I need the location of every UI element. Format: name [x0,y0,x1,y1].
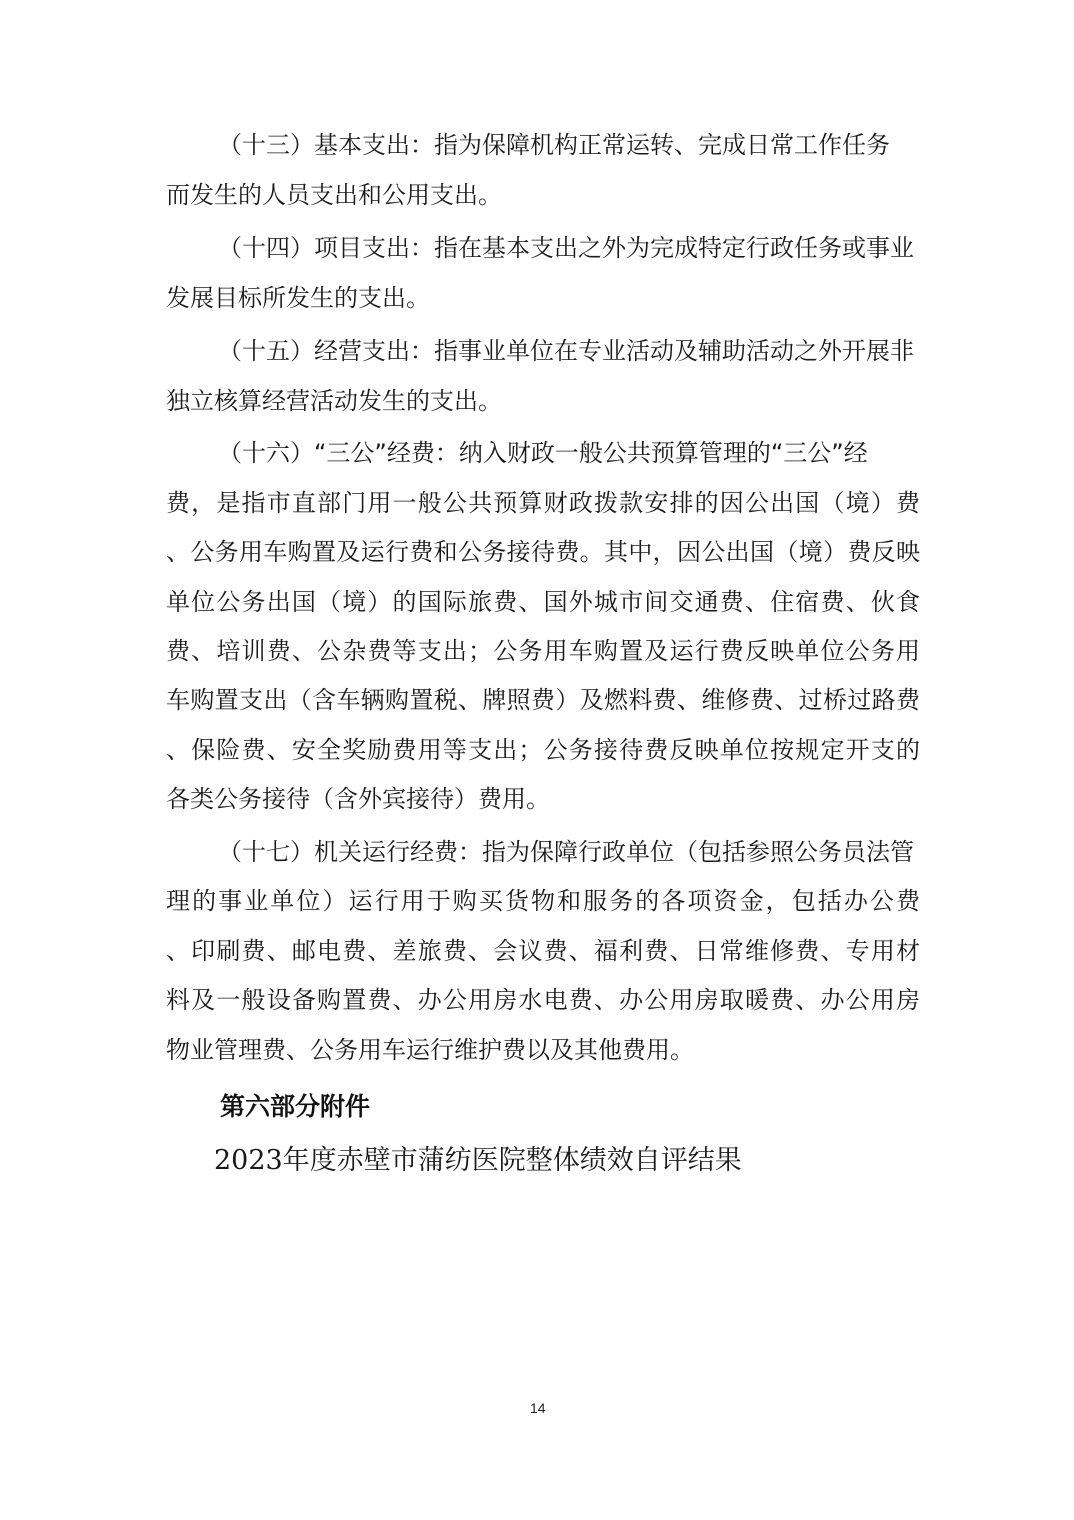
paragraph-17-line-4: 料及一般设备购置费、办公用房水电费、办公用房取暖费、办公用房 [166,986,920,1014]
paragraph-14-line-1: （十四）项目支出：指在基本支出之外为完成特定行政任务或事业 [218,234,914,262]
paragraph-16-line-1: （十六）“三公”经费：纳入财政一般公共预算管理的“三公”经 [218,439,868,467]
paragraph-16-line-2: 费，是指市直部门用一般公共预算财政拨款安排的因公出国（境）费 [166,489,920,517]
paragraph-17-line-5: 物业管理费、公务用车运行维护费以及其他费用。 [166,1036,694,1064]
paragraph-17-line-3: 、印刷费、邮电费、差旅费、会议费、福利费、日常维修费、专用材 [166,937,920,965]
paragraph-13-line-2: 而发生的人员支出和公用支出。 [166,181,502,209]
paragraph-16-line-8: 各类公务接待（含外宾接待）费用。 [166,785,550,813]
attachment-title: 2023年度赤壁市蒲纺医院整体绩效自评结果 [214,1145,742,1176]
paragraph-16-line-7: 、保险费、安全奖励费用等支出；公务接待费反映单位按规定开支的 [166,736,920,764]
paragraph-17-line-1: （十七）机关运行经费：指为保障行政单位（包括参照公务员法管 [218,838,914,866]
paragraph-16-line-4: 单位公务出国（境）的国际旅费、国外城市间交通费、住宿费、伙食 [166,588,920,616]
paragraph-16-line-3: 、公务用车购置及运行费和公务接待费。其中，因公出国（境）费反映 [166,538,920,566]
paragraph-16-line-5: 费、培训费、公杂费等支出；公务用车购置及运行费反映单位公务用 [166,637,920,665]
paragraph-14-line-2: 发展目标所发生的支出。 [166,284,430,312]
paragraph-16-line-6: 车购置支出（含车辆购置税、牌照费）及燃料费、维修费、过桥过路费 [166,686,920,714]
paragraph-15-line-2: 独立核算经营活动发生的支出。 [166,387,502,415]
section-heading: 第六部分附件 [220,1092,371,1121]
paragraph-13-line-1: （十三）基本支出：指为保障机构正常运转、完成日常工作任务 [218,131,890,159]
paragraph-15-line-1: （十五）经营支出：指事业单位在专业活动及辅助活动之外开展非 [218,337,914,365]
page-number: 14 [530,1400,546,1416]
paragraph-17-line-2: 理的事业单位）运行用于购买货物和服务的各项资金，包括办公费 [166,887,920,915]
